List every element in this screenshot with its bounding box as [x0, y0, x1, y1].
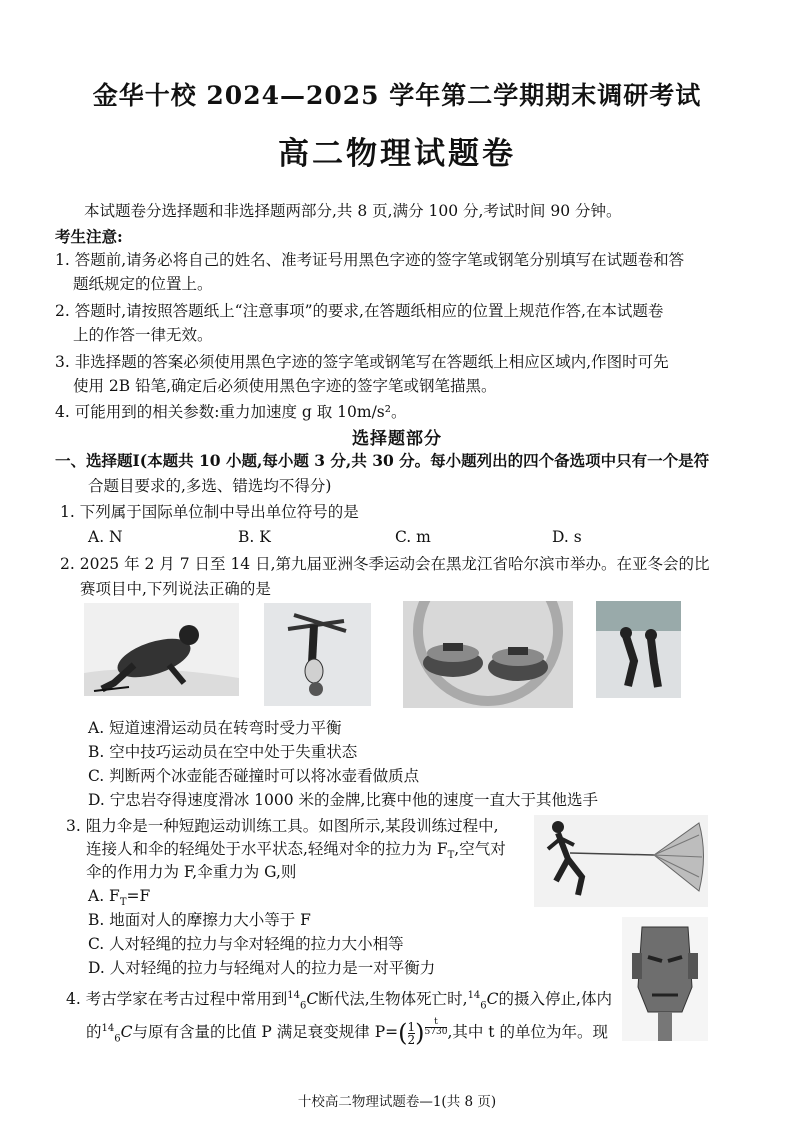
bronze-mask-image	[622, 917, 708, 1041]
intro-text: 本试题卷分选择题和非选择题两部分,共 8 页,满分 100 分,考试时间 90 分钟。	[84, 202, 622, 220]
exponent-fraction: t 5730	[424, 1017, 448, 1037]
notice-item-3-cont: 使用 2B 铅笔,确定后必须使用黑色字迹的签字笔或钢笔描黑。	[73, 377, 497, 395]
part1-heading: 一、选择题Ⅰ(本题共 10 小题,每小题 3 分,共 30 分。每小题列出的四个备选项中只有一个是符	[55, 451, 710, 470]
q4-stem-cont: 的$^{14}_6$C与原有含量的比值 P 满足衰变规律 P=( $\frac{1}{2}$ ) $^{\frac{t}{5730}}$ ,其中 t 的单位为年。现	[86, 1017, 608, 1048]
notice-heading: 考生注意:	[55, 227, 123, 246]
paper-title: 高二物理试题卷	[278, 136, 516, 172]
curling-stones-image	[403, 601, 573, 708]
q2-stem-cont: 赛项目中,下列说法正确的是	[80, 580, 271, 598]
half-fraction: $\frac{1}{2}$	[407, 1019, 416, 1047]
aerial-skier-image	[264, 603, 371, 706]
q1-option-a: A. N	[88, 528, 123, 546]
page-footer: 十校高二物理试题卷—1(共 8 页)	[297, 1094, 497, 1110]
short-track-skater-image	[84, 603, 239, 696]
q3-stem: 3. 阻力伞是一种短跑运动训练工具。如图所示,某段训练过程中,	[66, 817, 499, 835]
part1-heading-cont: 合题目要求的,多选、错选均不得分)	[88, 477, 332, 495]
q1-stem: 1. 下列属于国际单位制中导出单位符号的是	[60, 503, 359, 521]
q3-option-d: D. 人对轻绳的拉力与轻绳对人的拉力是一对平衡力	[88, 959, 436, 977]
q2-option-d: D. 宁忠岩夺得速度滑冰 1000 米的金牌,比赛中他的速度一直大于其他选手	[88, 791, 598, 809]
exam-title: 金华十校 2024—2025 学年第二学期期末调研考试	[92, 81, 702, 110]
q2-option-a: A. 短道速滑运动员在转弯时受力平衡	[88, 719, 342, 737]
notice-item-1: 1. 答题前,请务必将自己的姓名、准考证号用黑色字迹的签字笔或钢笔分别填写在试题卷和答	[55, 251, 685, 269]
notice-item-2-cont: 上的作答一律无效。	[73, 326, 213, 344]
q1-option-b: B. K	[238, 528, 271, 546]
q1-option-d: D. s	[552, 528, 582, 546]
q3-stem-cont-1: 连接人和伞的轻绳处于水平状态,轻绳对伞的拉力为 $F_T$,空气对	[86, 840, 506, 862]
q3-stem-cont-2: 伞的作用力为 F,伞重力为 G,则	[86, 863, 297, 881]
notice-item-1-cont: 题纸规定的位置上。	[73, 275, 213, 293]
q3-option-a: A. $F_T=F$	[88, 887, 151, 909]
notice-item-3: 3. 非选择题的答案必须使用黑色字迹的签字笔或钢笔写在答题纸上相应区域内,作图时可先	[55, 353, 669, 371]
speed-skaters-image	[596, 601, 681, 698]
q4-stem: 4. 考古学家在考古过程中常用到$^{14}_6$C断代法,生物体死亡时,$^{14}_6$C的摄入停止,体内	[66, 990, 612, 1012]
q2-stem: 2. 2025 年 2 月 7 日至 14 日,第九届亚洲冬季运动会在黑龙江省哈尔滨市举办。在亚冬会的比	[60, 555, 710, 573]
section-title: 选择题部分	[352, 429, 442, 449]
notice-item-4: 4. 可能用到的相关参数:重力加速度 g 取 10m/s²。	[55, 403, 407, 421]
notice-item-2: 2. 答题时,请按照答题纸上“注意事项”的要求,在答题纸相应的位置上规范作答,在本试题卷	[55, 302, 664, 320]
runner-parachute-image	[534, 815, 708, 907]
q2-option-b: B. 空中技巧运动员在空中处于失重状态	[88, 743, 358, 761]
q2-option-c: C. 判断两个冰壶能否碰撞时可以将冰壶看做质点	[88, 767, 420, 785]
q1-option-c: C. m	[395, 528, 431, 546]
q3-option-c: C. 人对轻绳的拉力与伞对轻绳的拉力大小相等	[88, 935, 404, 953]
q3-option-b: B. 地面对人的摩擦力大小等于 F	[88, 911, 311, 929]
